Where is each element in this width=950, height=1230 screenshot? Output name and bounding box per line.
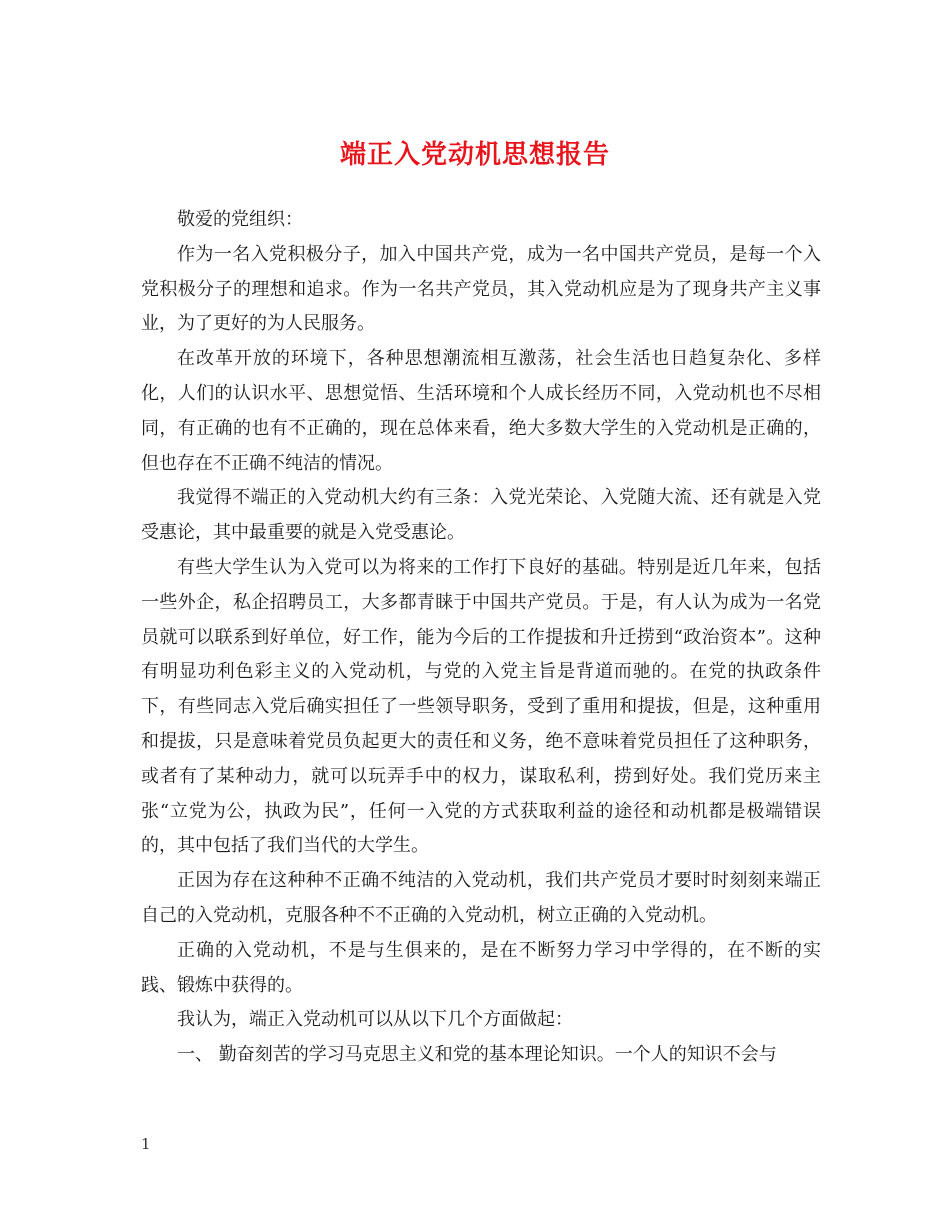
paragraph-1: 作为一名入党积极分子，加入中国共产党，成为一名中国共产党员，是每一个入党积极分子的理想和追求。作为一名共产党员，其入党动机应是为了现身共产主义事业，为了更好的为人民服务。 (141, 243, 821, 335)
paragraph-6: 正确的入党动机，不是与生俱来的，是在不断努力学习中学得的，在不断的实践、锻炼中获得的。 (141, 939, 821, 996)
paragraph-4: 有些大学生认为入党可以为将来的工作打下良好的基础。特别是近几年来，包括一些外企，私企招聘员工，大多都青睐于中国共产党员。于是，有人认为成为一名党员就可以联系到好单位，好工作，能为今后的工作提拔和升迁捞到“政治资本”。这种有明显功利色彩主义的入党动机，与党的入党主旨是背道而驰的。在党的执政条件下，有些同志入党后确实担任了一些领导职务，受到了重用和提拔，但是，这种重用和提拔，只是意味着党员负起更大的责任和义务，绝不意味着党员担任了这种职务，或者有了某种动力，就可以玩弄手中的权力，谋取私利，捞到好处。我们党历来主张“立党为公，执政为民”，任何一入党的方式获取利益的途径和动机都是极端错误的，其中包括了我们当代的大学生。 (141, 556, 821, 857)
paragraph-8: 一、 勤奋刻苦的学习马克思主义和党的基本理论知识。一个人的知识不会与 (177, 1044, 777, 1066)
page-number: 1 (141, 1135, 151, 1153)
paragraph-3: 我觉得不端正的入党动机大约有三条：入党光荣论、入党随大流、还有就是入党受惠论，其中最重要的就是入党受惠论。 (141, 487, 821, 544)
paragraph-2: 在改革开放的环境下，各种思想潮流相互激荡，社会生活也日趋复杂化、多样化，人们的认识水平、思想觉悟、生活环境和个人成长经历不同，入党动机也不尽相同，有正确的也有不正确的，现在总体来看，绝大多数大学生的入党动机是正确的，但也存在不正确不纯洁的情况。 (141, 348, 821, 474)
document-title: 端正入党动机思想报告 (339, 140, 610, 170)
document-body (141, 203, 821, 1073)
salutation: 敬爱的党组织： (177, 209, 303, 230)
paragraph-5: 正因为存在这种种不正确不纯洁的入党动机，我们共产党员才要时时刻刻来端正自己的入党动机，克服各种不不正确的入党动机，树立正确的入党动机。 (141, 870, 821, 926)
paragraph-7: 我认为，端正入党动机可以从以下几个方面做起： (177, 1009, 573, 1031)
